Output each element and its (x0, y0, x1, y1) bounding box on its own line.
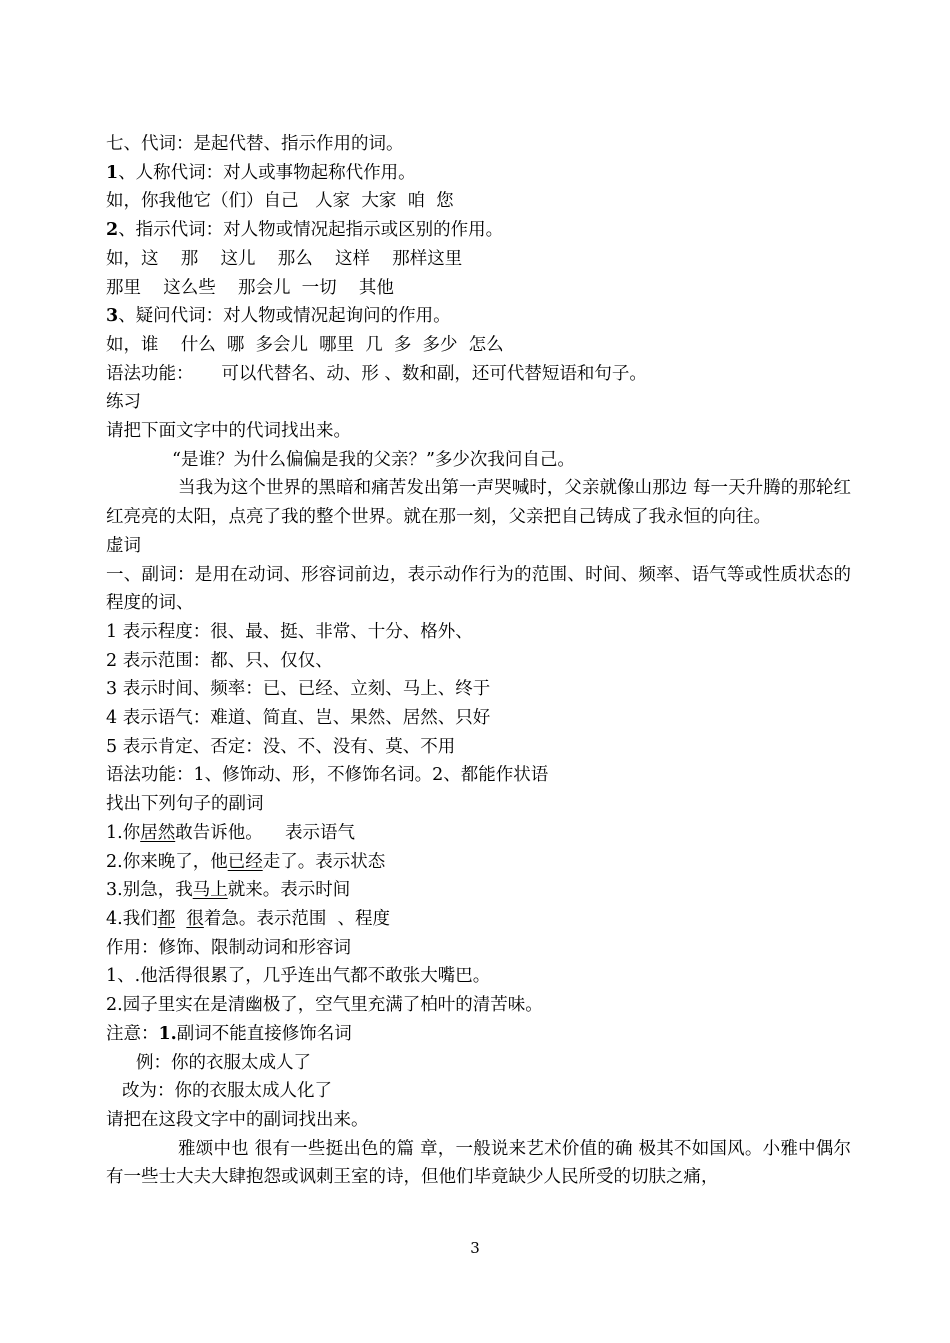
underlined-adverb: 都 (157, 908, 176, 929)
note-example: 例：你的衣服太成人了 (136, 1052, 311, 1073)
adverb-category-negation: 5 表示肯定、否定：没、不、没有、莫、不用 (106, 736, 456, 757)
definition-text: 、疑问代词：对人物或情况起询问的作用。 (118, 306, 451, 327)
example-sentence-2 (106, 848, 851, 877)
note-line (106, 1020, 851, 1049)
adverb-definition: 一、副词：是用在动词、形容词前边，表示动作行为的范围、时间、频率、语气等或性质状态的程度的词、 (106, 564, 851, 614)
item-number: 2 (106, 220, 119, 241)
note-number: 1. (158, 1023, 177, 1044)
example-sentence-3 (106, 876, 851, 905)
note-text: 副词不能直接修饰名词 (176, 1023, 352, 1044)
pronoun-heading: 七、代词：是起代替、指示作用的词。 (106, 134, 404, 154)
adverb-category-time: 3 表示时间、频率：已、已经、立刻、马上、终于 (106, 679, 491, 700)
find-adverb-instruction: 找出下列句子的副词 (106, 794, 264, 815)
example-sentence-1 (106, 819, 851, 848)
personal-pronoun-definition (106, 159, 851, 188)
interrogative-examples: 如，谁 什么 哪 多会儿 哪里 几 多 多少 怎么 (106, 334, 504, 355)
adverb-category-mood: 4 表示语气：难道、简直、岂、果然、居然、只好 (106, 708, 491, 729)
sentence-text: 就来。表示时间 (227, 880, 351, 901)
demonstrative-examples-line-2: 那里 这么些 那会儿 一切 其他 (106, 277, 394, 298)
passage-quote: “是谁？为什么偏偏是我的父亲？”多少次我问自己。 (172, 449, 575, 470)
sentence-text: 敢告诉他。 表示语气 (175, 822, 355, 843)
underlined-adverb: 居然 (140, 822, 176, 843)
interrogative-pronoun-definition (106, 302, 851, 331)
example-sentence-4 (106, 905, 851, 934)
sentence-text (175, 909, 186, 929)
document-body (106, 130, 851, 1192)
usage-sentence-2: 2.园子里实在是清幽极了，空气里充满了柏叶的清苦味。 (106, 995, 543, 1016)
underlined-adverb: 已经 (227, 851, 263, 872)
adverb-category-degree: 1 表示程度：很、最、挺、非常、十分、格外、 (106, 621, 473, 642)
passage-body: 当我为这个世界的黑暗和痛苦发出第一声哭喊时，父亲就像山那边 每一天升腾的那轮红红亮亮的太阳，点亮了我的整个世界。就在那一刻，父亲把自己铸成了我永恒的向往。 (106, 478, 851, 528)
item-number: 1 (106, 162, 119, 183)
definition-text: 、人称代词：对人或事物起称代作用。 (118, 162, 416, 183)
demonstrative-examples-line-1: 如，这 那 这儿 那么 这样 那样这里 (106, 248, 463, 269)
find-adverb-instruction-2: 请把在这段文字中的副词找出来。 (106, 1109, 369, 1130)
usage-sentence-1: 1、.他活得很累了，几乎连出气都不敢张大嘴巴。 (106, 966, 491, 987)
sentence-text: 4.我们 (106, 908, 158, 929)
adverb-passage: 雅颂中也 很有一些挺出色的篇 章，一般说来艺术价值的确 极其不如国风。小雅中偶尔有一些士大夫大肆抱怨或讽刺王室的诗，但他们毕竟缺少人民所受的切肤之痛， (106, 1138, 851, 1188)
underlined-adverb: 马上 (192, 880, 228, 901)
practice-instruction: 请把下面文字中的代词找出来。 (106, 421, 351, 442)
note-correction: 改为：你的衣服太成人化了 (122, 1081, 332, 1102)
adverb-category-scope: 2 表示范围：都、只、仅仅、 (106, 650, 333, 671)
underlined-adverb: 很 (186, 908, 204, 929)
function-words-heading: 虚词 (106, 535, 141, 556)
adverb-grammar-function: 语法功能：1、修饰动、形，不修饰名词。2、都能作状语 (106, 765, 549, 786)
demonstrative-pronoun-definition (106, 216, 851, 245)
adverb-usage: 作用：修饰、限制动词和形容词 (106, 937, 351, 958)
personal-pronoun-examples: 如，你我他它（们）自己 人家 大家 咱 您 (106, 191, 454, 212)
sentence-text: 走了。表示状态 (262, 851, 386, 872)
sentence-text: 2.你来晚了，他 (106, 851, 228, 872)
practice-label: 练习 (106, 392, 141, 413)
note-label: 注意： (106, 1023, 159, 1044)
item-number: 3 (106, 306, 119, 327)
pronoun-grammar-function: 语法功能： 可以代替名、动、形 、数和副，还可代替短语和句子。 (106, 363, 647, 384)
sentence-text: 着急。表示范围 、程度 (203, 908, 390, 929)
definition-text: 、指示代词：对人物或情况起指示或区别的作用。 (118, 220, 504, 241)
page-number: 3 (470, 1239, 480, 1257)
sentence-text: 1.你 (106, 822, 141, 843)
sentence-text: 3.别急，我 (106, 880, 193, 901)
